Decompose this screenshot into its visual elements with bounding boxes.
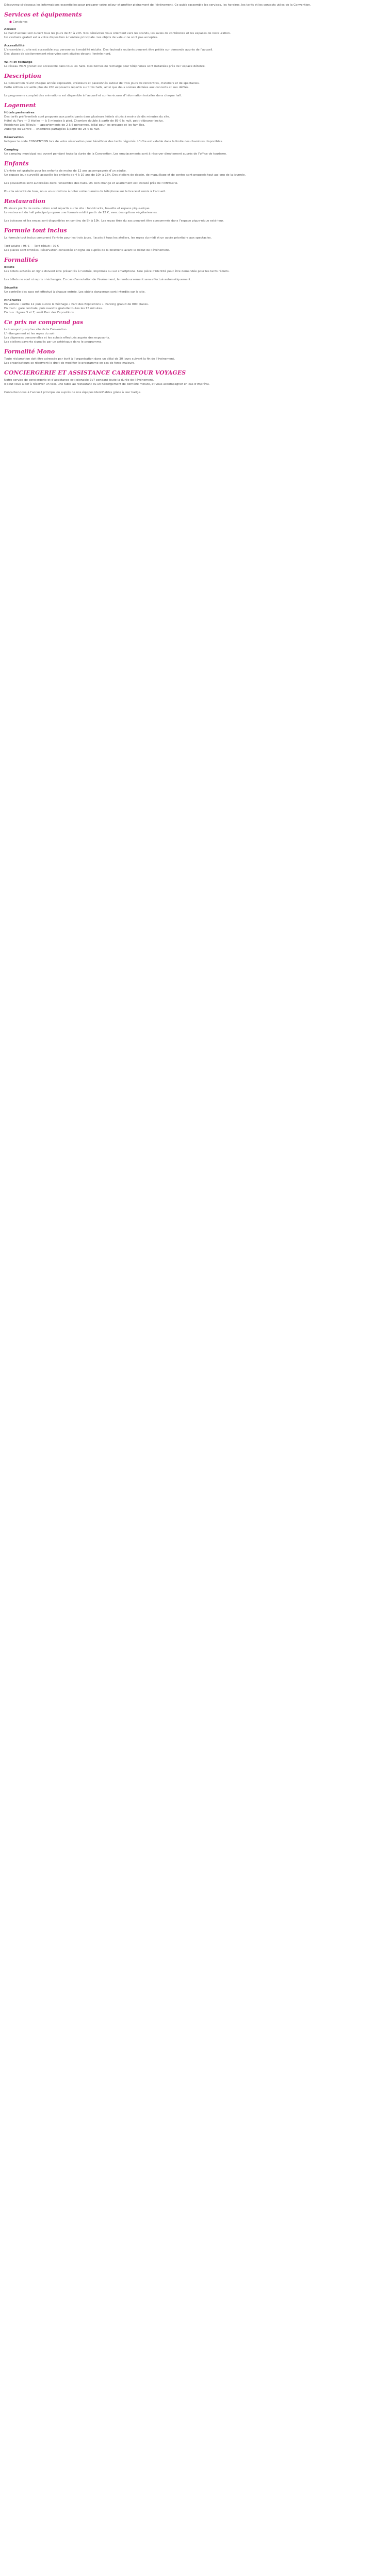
section-line: Un espace jeux surveillé accueille les enfants de 4 à 10 ans de 10h à 18h. Des ateliers de dessin, de maquillage et de contes sont proposés tout au long de la journée.: [4, 174, 246, 177]
section-line: [4, 144, 387, 148]
section-title: Enfants: [4, 160, 29, 167]
section-line: [4, 185, 387, 190]
section-line: [4, 294, 387, 298]
section-title: Formalités: [4, 257, 38, 263]
section-line: Il peut vous aider à réserver un taxi, une table au restaurant ou un hébergement de dernière minute, et vous accompagner en cas d’imprévu.: [4, 383, 210, 386]
section-line: [4, 386, 387, 391]
section-line: [4, 274, 387, 278]
section-services: [4, 11, 387, 69]
section-line: Les billets ne sont ni repris ni échangés. En cas d’annulation de l’événement, le remboursement sera effectué automatiquement.: [4, 278, 191, 281]
section-description: [4, 73, 387, 98]
section-line: Les poussettes sont autorisées dans l’ensemble des halls. Un coin change et allaitement est installé près de l’infirmerie.: [4, 182, 178, 185]
sections: [4, 11, 387, 395]
section-line: Plusieurs points de restauration sont répartis sur le site : food-trucks, buvette et espace pique-nique.: [4, 207, 151, 210]
section-line: Les ateliers payants signalés par un astérisque dans le programme.: [4, 341, 103, 344]
section-title: Services et équipements: [4, 11, 82, 18]
section-title: Logement: [4, 102, 36, 109]
section-line: [4, 40, 387, 44]
section-line: Pour la sécurité de tous, nous vous invitons à noter votre numéro de téléphone sur le bracelet remis à l’accueil.: [4, 190, 166, 193]
section-line: [4, 177, 387, 181]
section-line: L’entrée est gratuite pour les enfants de moins de 12 ans accompagnés d’un adulte.: [4, 170, 127, 173]
section-line: Auberge du Centre — chambres partagées à partir de 25 € la nuit.: [4, 128, 101, 131]
section-subheading: Itinéraires: [4, 299, 21, 302]
section-line: [4, 240, 387, 244]
section-subheading: Billets: [4, 266, 14, 269]
section-line: Des tarifs préférentiels sont proposés aux participants dans plusieurs hôtels situés à moins de dix minutes du site.: [4, 115, 170, 118]
section-line: Notre service de conciergerie et d’assistance est joignable 7j/7 pendant toute la durée de l’événement.: [4, 379, 154, 382]
section-title: Ce prix ne comprend pas: [4, 319, 84, 326]
section-line: [4, 56, 387, 60]
section-subheading: Camping: [4, 148, 19, 151]
section-logement: [4, 102, 387, 156]
section-line: Tarif adulte : 95 € — Tarif réduit : 70 €: [4, 245, 59, 248]
section-line: Un vestiaire gratuit est à votre disposition à l’entrée principale. Les objets de valeur ne sont pas acceptés.: [4, 36, 158, 39]
section-subheading: Accessibilité: [4, 44, 25, 47]
section-bullet-link[interactable]: ● Consignes: [9, 20, 387, 24]
section-line: Les places sont limitées. Réservation conseillée en ligne ou auprès de la billetterie avant le début de l’événement.: [4, 249, 170, 252]
intro-text: Découvrez ci-dessous les informations essentielles pour préparer votre séjour et profiter pleinement de l’événement. Ce guide rassemble les services, les horaires, les tarifs et les contacts utiles de la Convention.: [4, 4, 311, 7]
section-line: Hôtel du Parc — 3 étoiles — à 5 minutes à pied. Chambre double à partir de 89 € la nuit, petit-déjeuner inclus.: [4, 120, 164, 123]
section-title: Restauration: [4, 198, 46, 205]
section-line: [4, 131, 387, 135]
section-line: Les boissons et les encas sont disponibles en continu de 9h à 19h. Les repas tirés du sac peuvent être consommés dans l’espace pique-nique extérieur.: [4, 219, 224, 223]
section-line: Des places de stationnement réservées sont situées devant l’entrée nord.: [4, 53, 111, 56]
section-line: Le programme complet des animations est disponible à l’accueil et sur les écrans d’information installés dans chaque hall.: [4, 94, 182, 97]
section-subheading: Accueil: [4, 28, 16, 31]
section-line: [4, 282, 387, 286]
section-line: Le réseau Wi-Fi gratuit est accessible dans tous les halls. Des bornes de recharge pour téléphones sont installées près de l’espace détente.: [4, 65, 206, 68]
section-conciergerie: [4, 369, 387, 395]
section-title: Description: [4, 73, 41, 79]
section-subheading: Wi-Fi et recharge: [4, 61, 32, 64]
section-line: Le hall d’accueil est ouvert tous les jours de 8h à 20h. Nos bénévoles vous orientent vers les stands, les salles de conférence et les espaces de restauration.: [4, 32, 231, 35]
section-formalites: [4, 257, 387, 315]
section-formule: [4, 227, 387, 252]
section-line: Le transport jusqu’au site de la Convention.: [4, 328, 68, 331]
section-line: Indiquez le code CONVENTION lors de votre réservation pour bénéficier des tarifs négociés. L’offre est valable dans la limite des chambres disponibles.: [4, 140, 223, 143]
section-line: Cette édition accueille plus de 200 exposants répartis sur trois halls, ainsi que deux scènes dédiées aux concerts et aux défilés.: [4, 86, 189, 89]
section-restauration: [4, 198, 387, 223]
section-prix: [4, 319, 387, 344]
section-line: En voiture : sortie 12 puis suivre le fléchage « Parc des Expositions ». Parking gratuit de 800 places.: [4, 303, 149, 306]
section-line: [4, 215, 387, 219]
section-line: Contactez-nous à l’accueil principal ou auprès de nos équipes identifiables grâce à leur badge.: [4, 391, 141, 394]
section-title: CONCIERGERIE ET ASSISTANCE CARREFOUR VOYAGES: [4, 369, 186, 376]
section-line: Les dépenses personnelles et les achats effectués auprès des exposants.: [4, 336, 110, 340]
section-line: [4, 90, 387, 94]
section-title: Formalité Mono: [4, 348, 55, 355]
section-subheading: Hôtels partenaires: [4, 111, 35, 114]
section-line: Un contrôle des sacs est effectué à chaque entrée. Les objets dangereux sont interdits sur le site.: [4, 291, 146, 294]
section-subheading: Sécurité: [4, 286, 18, 290]
section-line: En bus : lignes 3 et 7, arrêt Parc des Expositions.: [4, 311, 75, 314]
section-line: L’ensemble du site est accessible aux personnes à mobilité réduite. Des fauteuils roulants peuvent être prêtés sur demande auprès de l’accueil.: [4, 48, 214, 52]
section-line: L’hébergement et les repas du soir.: [4, 332, 56, 335]
section-line: Le restaurant du hall principal propose une formule midi à partir de 12 €, avec des options végétariennes.: [4, 211, 158, 214]
section-line: En train : gare centrale, puis navette gratuite toutes les 15 minutes.: [4, 307, 103, 310]
section-formalite2: [4, 348, 387, 365]
section-line: Résidence Les Tilleuls — appartements de 2 à 6 personnes, idéal pour les groupes et les familles.: [4, 124, 145, 127]
section-enfants: [4, 160, 387, 194]
section-subheading: Réservation: [4, 136, 24, 139]
section-line: Toute réclamation doit être adressée par écrit à l’organisation dans un délai de 30 jours suivant la fin de l’événement.: [4, 358, 175, 361]
section-line: Un camping municipal est ouvert pendant toute la durée de la Convention. Les emplacements sont à réserver directement auprès de l’office de tourisme.: [4, 152, 227, 156]
section-line: La formule tout inclus comprend l’entrée pour les trois jours, l’accès à tous les ateliers, les repas du midi et un accès prioritaire aux spectacles.: [4, 236, 212, 240]
section-line: Les billets achetés en ligne doivent être présentés à l’entrée, imprimés ou sur smartphone. Une pièce d’identité peut être demandée pour les tarifs réduits.: [4, 270, 230, 273]
section-line: La Convention réunit chaque année exposants, créateurs et passionnés autour de trois jours de rencontres, d’ateliers et de spectacles.: [4, 82, 200, 85]
section-line: Les organisateurs se réservent le droit de modifier le programme en cas de force majeure.: [4, 362, 136, 365]
section-title: Formule tout inclus: [4, 227, 67, 234]
